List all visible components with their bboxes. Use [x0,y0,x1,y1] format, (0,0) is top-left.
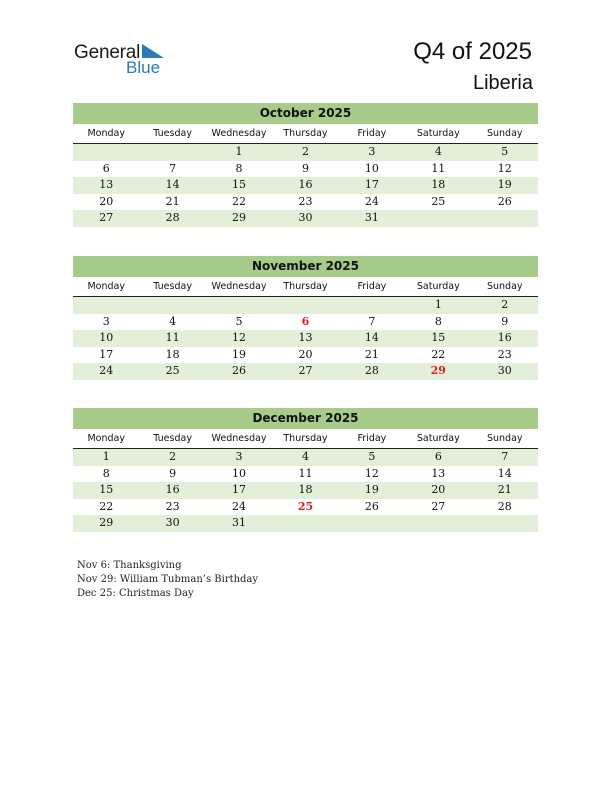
empty-day-cell [272,515,338,532]
day-cell: 15 [431,331,446,344]
day-cell: 19 [364,483,379,496]
weekday-label: Monday [87,128,125,139]
day-cell: 7 [501,450,509,463]
day-cell: 20 [431,483,446,496]
day-cell: 16 [298,178,313,191]
weekday-label: Thursday [283,281,328,292]
day-cell: 11 [165,331,180,344]
weekday-label: Tuesday [153,128,192,139]
month-november [73,256,538,380]
day-cell: 1 [434,298,442,311]
day-cell: 4 [169,314,177,328]
day-cell: 10 [232,466,247,480]
empty-day-cell [139,297,205,314]
day-cell: 17 [232,483,247,496]
weekday-label: Monday [87,281,125,292]
weekday-label: Thursday [283,128,328,139]
week-row [73,499,538,516]
day-cell: 6 [102,161,110,175]
day-cell: 8 [102,466,110,480]
weeks-grid [73,449,538,532]
day-cell: 11 [298,466,313,480]
weeks-grid [73,297,538,380]
day-cell: 9 [501,314,509,328]
holiday-note: Dec 25: Christmas Day [77,588,194,599]
week-row [73,210,538,227]
day-cell: 9 [301,161,309,175]
day-cell: 1 [235,145,243,158]
weekday-label: Sunday [486,281,523,292]
week-row [73,144,538,161]
holiday-notes [77,559,258,601]
day-cell: 30 [165,516,180,529]
weekday-label: Tuesday [153,281,192,292]
day-cell: 27 [99,211,114,224]
empty-day-cell [206,297,272,314]
month-header: October 2025 [73,103,538,124]
day-cell: 14 [364,331,379,344]
logo [74,40,194,80]
weekday-label: Thursday [283,433,328,444]
day-cell: 8 [434,314,442,328]
day-cell: 10 [364,161,379,175]
day-cell: 11 [431,161,446,175]
day-cell: 29 [430,364,446,377]
day-cell: 16 [497,331,512,344]
day-cell: 21 [165,194,180,208]
week-row [73,297,538,314]
day-cell: 6 [434,450,442,463]
day-cell: 18 [431,178,446,191]
empty-day-cell [405,210,471,227]
day-cell: 5 [368,450,376,463]
day-cell: 15 [99,483,114,496]
logo-blue-text: Blue [126,58,161,77]
weekday-label: Saturday [416,433,460,444]
day-cell: 22 [232,194,247,208]
empty-day-cell [139,144,205,161]
day-cell: 3 [102,314,110,328]
weekday-label: Saturday [416,281,460,292]
day-cell: 17 [99,347,114,361]
week-row [73,330,538,347]
day-cell: 23 [497,347,512,361]
day-cell: 7 [368,314,376,328]
day-cell: 14 [497,466,512,480]
empty-day-cell [405,515,471,532]
day-cell: 19 [232,347,247,361]
holiday-note: Nov 6: Thanksgiving [77,560,182,571]
day-cell: 31 [364,211,379,224]
day-cell: 20 [99,194,114,208]
weekday-label: Saturday [416,128,460,139]
week-row [73,515,538,532]
logo-triangle-icon [142,44,164,58]
day-cell: 22 [431,347,446,361]
day-cell: 4 [434,145,442,158]
weekday-label: Sunday [486,433,523,444]
day-cell: 19 [497,178,512,191]
week-row [73,363,538,380]
day-cell: 26 [232,364,247,377]
empty-day-cell [73,144,139,161]
day-cell: 25 [431,194,446,208]
day-cell: 21 [497,483,512,496]
month-december [73,408,538,532]
empty-day-cell [272,297,338,314]
week-row [73,449,538,466]
day-cell: 28 [364,364,379,377]
day-cell: 25 [297,499,314,513]
weekday-label: Friday [357,281,387,292]
day-cell: 3 [368,145,376,158]
day-cell: 12 [364,466,379,480]
week-row [73,161,538,178]
day-cell: 22 [99,499,114,513]
day-cell: 23 [165,499,180,513]
day-cell: 6 [301,314,310,328]
month-header: November 2025 [73,256,538,277]
weekday-row [73,126,538,144]
weeks-grid [73,144,538,227]
empty-day-cell [339,515,405,532]
day-cell: 2 [301,145,309,158]
day-cell: 13 [298,331,313,344]
day-cell: 1 [102,450,110,463]
day-cell: 18 [165,347,180,361]
day-cell: 28 [165,211,180,224]
weekday-label: Wednesday [211,128,267,139]
day-cell: 2 [169,450,177,463]
day-cell: 31 [232,516,247,529]
day-cell: 27 [298,364,313,377]
page-title: Q4 of 2025 [413,38,532,65]
country-name: Liberia [472,72,533,94]
empty-day-cell [339,297,405,314]
day-cell: 29 [232,211,247,224]
day-cell: 27 [431,499,446,513]
day-cell: 21 [364,347,379,361]
week-row [73,314,538,331]
day-cell: 15 [232,178,247,191]
day-cell: 8 [235,161,243,175]
weekday-label: Sunday [486,128,523,139]
weekday-label: Friday [357,433,387,444]
day-cell: 5 [501,145,509,158]
weekday-label: Wednesday [211,281,267,292]
day-cell: 13 [99,178,114,191]
day-cell: 24 [232,499,247,513]
day-cell: 9 [169,466,177,480]
day-cell: 25 [165,364,180,377]
day-cell: 12 [497,161,512,175]
empty-day-cell [472,210,538,227]
week-row [73,466,538,483]
day-cell: 23 [298,194,313,208]
holiday-note: Nov 29: William Tubman’s Birthday [77,574,259,585]
day-cell: 12 [232,331,247,344]
weekday-label: Monday [87,433,125,444]
day-cell: 13 [431,466,446,480]
day-cell: 4 [301,450,309,463]
weekday-row [73,431,538,449]
day-cell: 24 [364,194,379,208]
day-cell: 20 [298,347,313,361]
week-row [73,482,538,499]
day-cell: 30 [497,364,512,377]
day-cell: 18 [298,483,313,496]
week-row [73,347,538,364]
week-row [73,177,538,194]
day-cell: 28 [497,499,512,513]
day-cell: 17 [364,178,379,191]
weekday-label: Tuesday [153,433,192,444]
logo-general-text: General [74,42,141,63]
weekday-label: Friday [357,128,387,139]
week-row [73,194,538,211]
month-header: December 2025 [73,408,538,429]
month-october [73,103,538,227]
weekday-label: Wednesday [211,433,267,444]
weekday-row [73,279,538,297]
empty-day-cell [73,297,139,314]
day-cell: 14 [165,178,180,191]
empty-day-cell [472,515,538,532]
day-cell: 30 [298,211,313,224]
day-cell: 5 [235,314,243,328]
day-cell: 10 [99,331,114,344]
day-cell: 3 [235,450,243,463]
day-cell: 26 [364,499,379,513]
day-cell: 29 [99,516,114,529]
day-cell: 7 [169,161,177,175]
day-cell: 2 [501,298,509,311]
day-cell: 24 [99,364,114,377]
day-cell: 16 [165,483,180,496]
day-cell: 26 [497,194,512,208]
